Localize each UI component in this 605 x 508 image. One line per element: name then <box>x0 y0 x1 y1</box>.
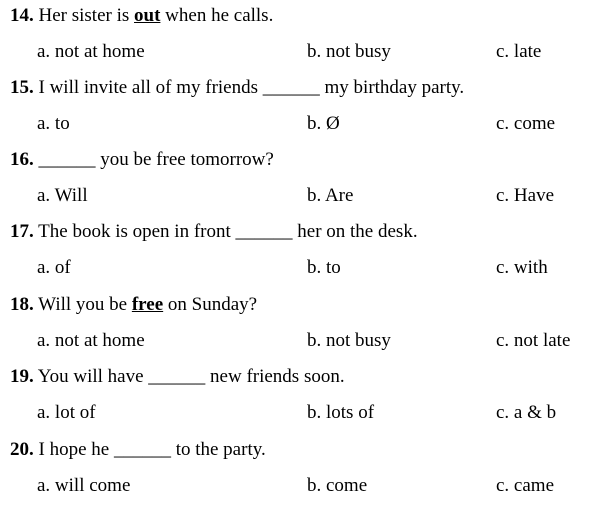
option-a[interactable]: a. of <box>37 257 71 278</box>
question-text <box>10 2 273 30</box>
option-a[interactable]: a. not at home <box>37 41 145 62</box>
question-number: 19. <box>10 366 34 387</box>
option-b[interactable]: b. Ø <box>307 113 340 134</box>
option-a[interactable]: a. will come <box>37 475 131 496</box>
question-text <box>10 436 266 464</box>
option-b[interactable]: b. to <box>307 257 341 278</box>
question-text <box>10 146 274 174</box>
question-17 <box>0 218 605 290</box>
question-number: 16. <box>10 149 34 170</box>
question-text <box>10 291 257 319</box>
question-text <box>10 74 464 102</box>
question-stem: The book is open in front ______ her on the desk. <box>33 221 418 242</box>
question-number: 14. <box>10 5 34 26</box>
option-b[interactable]: b. not busy <box>307 330 391 351</box>
option-a[interactable]: a. Will <box>37 185 88 206</box>
option-b[interactable]: b. come <box>307 475 368 496</box>
question-stem-end: on Sunday? <box>163 294 258 315</box>
option-c[interactable]: c. a & b <box>496 402 557 423</box>
question-20 <box>0 436 605 508</box>
question-number: 18. <box>10 294 34 315</box>
option-b[interactable]: b. not busy <box>307 41 391 62</box>
option-c[interactable]: c. came <box>496 475 555 496</box>
question-number: 17. <box>10 221 34 242</box>
option-c[interactable]: c. with <box>496 257 548 278</box>
option-c[interactable]: c. late <box>496 41 542 62</box>
question-number: 20. <box>10 439 34 460</box>
question-stem: ______ you be free tomorrow? <box>33 149 274 170</box>
question-15 <box>0 74 605 146</box>
option-c[interactable]: c. Have <box>496 185 555 206</box>
question-text <box>10 363 345 391</box>
question-14 <box>0 2 605 74</box>
question-keyword: free <box>131 294 164 315</box>
question-stem: Her sister is <box>33 5 135 26</box>
question-16 <box>0 146 605 218</box>
option-b[interactable]: b. Are <box>307 185 354 206</box>
question-stem-end: when he calls. <box>160 5 274 26</box>
question-stem: You will have ______ new friends soon. <box>33 366 345 387</box>
question-stem: I hope he ______ to the party. <box>33 439 266 460</box>
question-number: 15. <box>10 77 34 98</box>
option-b[interactable]: b. lots of <box>307 402 375 423</box>
question-18 <box>0 291 605 363</box>
option-a[interactable]: a. lot of <box>37 402 96 423</box>
option-a[interactable]: a. to <box>37 113 70 134</box>
question-19 <box>0 363 605 435</box>
option-c[interactable]: c. not late <box>496 330 571 351</box>
question-stem: I will invite all of my friends ______ my birthday party. <box>33 77 465 98</box>
question-stem: Will you be <box>33 294 132 315</box>
option-a[interactable]: a. not at home <box>37 330 145 351</box>
question-text <box>10 218 418 246</box>
question-keyword: out <box>134 5 161 26</box>
option-c[interactable]: c. come <box>496 113 556 134</box>
